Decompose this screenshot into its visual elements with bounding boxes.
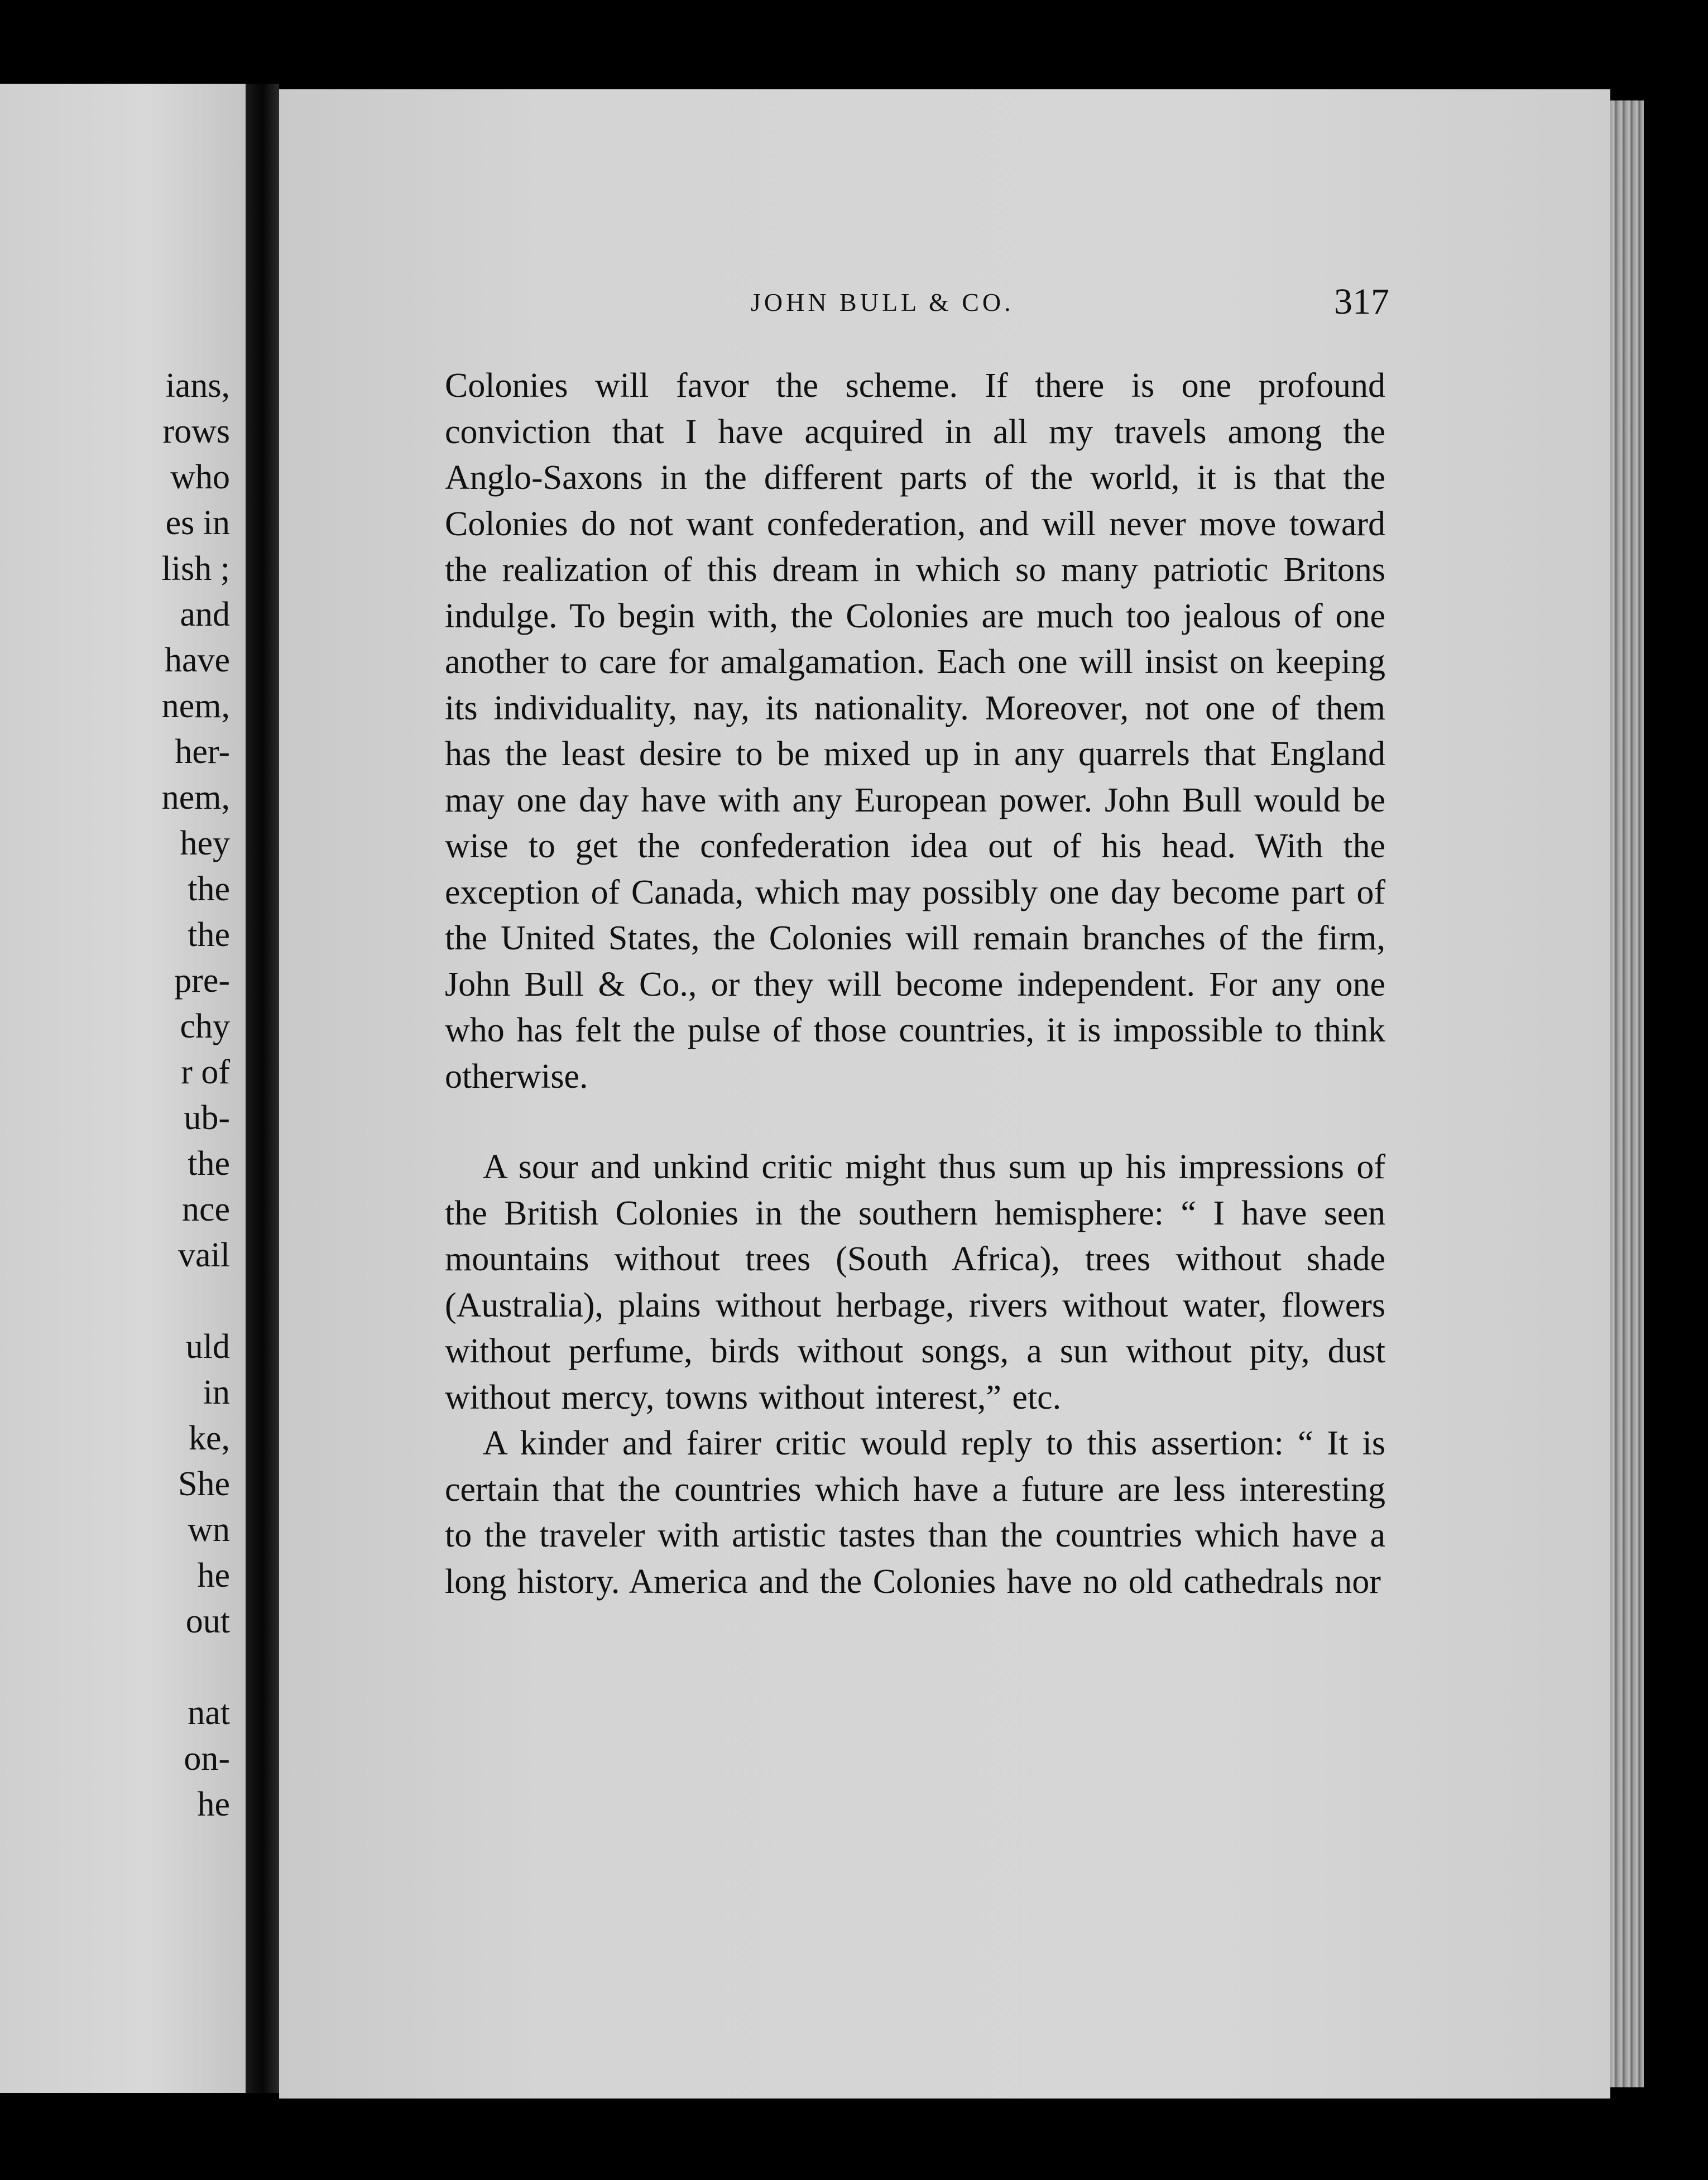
line-fragment: lish ; [161,550,230,588]
line-fragment: nce [181,1190,230,1228]
previous-page-fragment [0,84,246,2093]
line-fragment: the [188,870,230,908]
line-fragment: uld [185,1328,230,1366]
page-edges [1610,100,1644,2087]
page-number: 317 [1334,281,1389,322]
line-fragment: and [180,596,230,633]
running-title: JOHN BULL & CO. [751,288,1014,316]
line-fragment: pre- [174,962,230,1000]
line-fragment: the [188,916,230,954]
page-body [445,363,1385,1605]
line-fragment: he [197,1785,230,1823]
line-fragment: r of [181,1053,230,1091]
line-fragment: who [170,458,230,496]
line-fragment: nem, [161,687,230,725]
line-fragment: have [164,641,230,679]
line-fragment: es in [165,504,230,542]
paragraph: Colonies will favor the scheme. If there is one profound conviction that I have acquired in all my travels among the Anglo-Saxons in the different parts of the world, it is that the Colonies do not want confederation, and will never move toward the realization of this dream in which so many patriotic Britons indulge. To begin with, the Colonies are much too jealous of one another to care for amalgamation. Each one will insist on keeping its individuality, nay, its nationality. Moreover, not one of them has the least desire to be mixed up in any quarrels that England may one day have with any European power. John Bull would be wise to get the confederation idea out of his head. With the exception of Canada, which may possibly one day become part of the United States, the Colonies will remain branches of the firm, John Bull & Co., or they will become independent. For any one who has felt the pulse of those countries, it is impossible to think otherwise. [445,367,1385,1096]
line-fragment: She [178,1465,230,1503]
line-fragment: her- [175,733,230,771]
line-fragment: nem, [161,779,230,817]
line-fragment [162,1278,230,1324]
line-fragment: nat [188,1694,230,1732]
line-fragment: vail [178,1236,230,1274]
line-fragment: ub- [184,1099,230,1137]
running-head [279,281,1610,332]
book-page [279,89,1610,2099]
line-fragment [162,1644,230,1690]
line-fragment: hey [180,824,230,862]
line-fragment: in [203,1374,230,1411]
paragraph: A kinder and fairer critic would reply to this assertion: “ It is certain that the countries which have a future are less interesting to the traveler with artistic tastes than the countries which have a long history. America and the Colonies have no old cathedrals nor [445,1424,1385,1601]
line-fragment: rows [162,412,230,450]
line-fragment: out [185,1602,230,1640]
book-gutter [246,84,279,2093]
line-fragment: chy [180,1007,230,1045]
paragraph: A sour and unkind critic might thus sum up his impressions of the British Colonies in the southern hemisphere: “ I have seen mountains without trees (South Africa), trees without shade (Australia), plains without herbage, rivers without water, flowers without perfume, birds without songs, a sun without pity, dust without mercy, towns without interest,” etc. [445,1148,1385,1416]
line-fragment: on- [184,1740,230,1778]
line-fragment: the [188,1145,230,1183]
line-fragment: ians, [165,367,230,405]
line-fragment: wn [188,1511,230,1549]
previous-page-line-endings [162,84,230,1827]
line-fragment: ke, [188,1419,230,1457]
line-fragment: he [197,1557,230,1595]
